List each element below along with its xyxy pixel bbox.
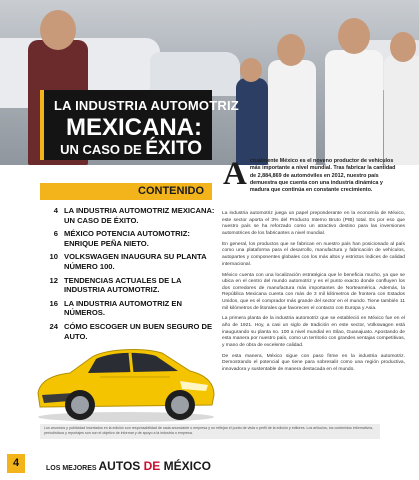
body-paragraph: México cuenta con una localización estratégica que le beneficia mucho, ya que se ubica en el centro del mundo automotriz y es el punto exacto donde confluyen los dos corredores de manufactura más importantes de Norteamérica. Además, la República Mexicana cuenta con más de 3 mil kilómetros de frontera con Estados Unidos, que es el comprador más grande del sector en el mundo. Tiene también 11 mil kilómetros de litorales que favorecen el contacto con Europa y Asia. — [222, 272, 405, 311]
car-icon — [30, 337, 220, 423]
photo-worker — [384, 55, 419, 165]
page-number-badge — [7, 454, 25, 473]
publication-title-de: DE — [143, 459, 164, 473]
intro-text: ctualmente México es el noveno productor de vehículos más importante a nivel mundial. Tras fabricar la cantidad de 2,884,869 de automóviles en 2012, nuestro país demuestra que cuenta con una industria dinámica y madura que continúa en constante crecimiento. — [249, 158, 396, 194]
article-title-box — [40, 90, 239, 160]
toc-page-number: 6 — [53, 229, 58, 239]
intro-paragraph — [223, 158, 403, 194]
toc-page-number: 4 — [53, 206, 58, 215]
toc-title: LA INDUSTRIA AUTOMOTRIZ MEXICANA: UN CASO DE ÉXITO. — [64, 206, 215, 225]
drop-cap: A — [223, 156, 247, 192]
photo-worker-head — [277, 34, 305, 66]
toc-title: TENDENCIAS ACTUALES DE LA INDUSTRIA AUTOMOTRIZ. — [64, 275, 182, 295]
toc-page-number: 10 — [49, 252, 58, 262]
yellow-car-image — [30, 337, 220, 423]
publication-title-autos: AUTOS — [98, 459, 144, 473]
toc-title: MÉXICO POTENCIA AUTOMOTRIZ: ENRIQUE PEÑA NIETO. — [64, 229, 190, 248]
photo-worker — [325, 50, 383, 165]
photo-worker-head — [338, 18, 370, 54]
toc-item[interactable] — [40, 276, 220, 295]
publication-title-small: LOS MEJORES — [46, 465, 99, 472]
title-line-1 — [54, 98, 239, 113]
body-paragraph: La industria automotriz juega un papel preponderante en la economía de México, este sector aporta el 3% del Producto Interno Bruto (PIB) total. Es por eso que nuestro país se ha reforzado como un atractivo destino para las inversiones automotrices de los fabricantes a nivel mundial. — [222, 211, 405, 236]
toc-page-number: 24 — [49, 321, 58, 331]
photo-worker-head — [390, 32, 416, 62]
body-paragraph: De esta manera, México sigue con paso firme en la industria automotriz. Demostrando el potencial que tiene para sobresalir como una región productiva, innovadora y sustentable de manera destacada en el mundo. — [222, 353, 405, 373]
title-prefix: LA — [54, 98, 76, 113]
title-bold: INDUSTRIA AUTOMOTRIZ — [75, 98, 239, 113]
disclaimer: Los anuncios y publicidad insertados en la edición son responsabilidad de cada anunciante o empresa y no reflejan el punto de vista o perfil de la edición y editores. Los artículos, los contenidos informativos, periodísticos y reportajes son con el objetivo de informar y de apoyo a la industria o empresa. — [40, 424, 380, 439]
photo-worker — [268, 60, 316, 165]
toc-title: CÓMO ESCOGER UN BUEN SEGURO DE AUTO. — [64, 321, 213, 341]
article-body — [222, 211, 405, 378]
photo-worker-head — [40, 10, 76, 50]
toc-page-number: 12 — [49, 275, 58, 285]
body-paragraph: La primera planta de la industria automotriz que se estableció en México fue en el año de 1921. Hoy, a casi un siglo de tradición en este sector, Volkswagen está inaugurando su planta no. 100 a nivel mundial en Silao, Guanajuato. Apostando de esta manera por nuestro país, como un territorio con grandes ventajas competitivas, y mano de obra de excelente calidad. — [222, 316, 405, 348]
title-accent-stripe — [40, 90, 44, 160]
body-paragraph: En general, los productos que se fabrican en nuestro país han posicionado al país como una plataforma para el desarrollo, manufactura y fabricación de vehículos, autopartes y componentes globales con los más altos y estrictos índices de calidad internacional. — [222, 241, 405, 267]
toc-page-number: 16 — [49, 298, 58, 308]
toc-item[interactable] — [40, 252, 220, 271]
toc-title: LA INDUSTRIA AUTOMOTRIZ EN NÚMEROS. — [64, 298, 182, 318]
photo-worker — [236, 78, 268, 165]
publication-title-mexico: MÉXICO — [163, 459, 211, 473]
contents-heading: CONTENIDO — [138, 185, 204, 197]
publication-title — [46, 457, 211, 475]
toc-item[interactable] — [40, 206, 220, 225]
title-line-2: MEXICANA: — [66, 114, 202, 141]
table-of-contents — [40, 206, 220, 345]
toc-title: VOLKSWAGEN INAUGURA SU PLANTA NÚMERO 100. — [64, 252, 207, 271]
contents-header — [40, 183, 212, 200]
page-number: 4 — [12, 457, 20, 469]
title-big: ÉXITO — [145, 138, 202, 159]
toc-item[interactable] — [40, 229, 220, 248]
title-line-3 — [60, 138, 202, 160]
title-small: UN CASO DE — [60, 142, 146, 157]
photo-worker-head — [240, 58, 262, 82]
toc-item[interactable] — [40, 299, 220, 318]
